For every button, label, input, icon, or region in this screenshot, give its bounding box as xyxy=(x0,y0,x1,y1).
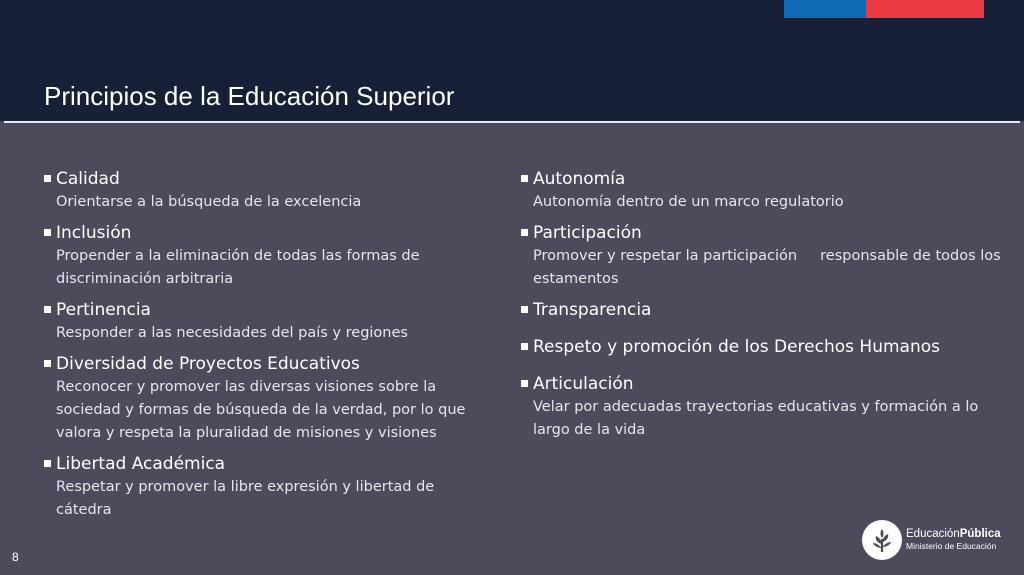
bullet-icon xyxy=(521,380,528,387)
principle-heading: Inclusión xyxy=(56,223,132,243)
principle-item xyxy=(521,299,1001,322)
bullet-icon xyxy=(44,306,51,313)
logo-name: EducaciónPública xyxy=(906,528,1001,540)
principle-description: Velar por adecuadas trayectorias educativas y formación a lo largo de la vida xyxy=(533,399,979,438)
logo-subtitle: Ministerio de Educación xyxy=(906,541,997,551)
bullet-icon xyxy=(44,229,51,236)
educacion-publica-logo xyxy=(862,520,1001,560)
bullet-icon xyxy=(521,229,528,236)
tree-icon xyxy=(862,520,902,560)
principle-description: Respetar y promover la libre expresión y libertad de cátedra xyxy=(56,479,435,518)
principle-heading: Libertad Académica xyxy=(56,454,226,474)
principle-heading: Participación xyxy=(533,223,642,243)
principle-description: Responder a las necesidades del país y regiones xyxy=(56,325,408,341)
flag-stripe-blue xyxy=(784,0,866,18)
bullet-icon xyxy=(44,175,51,182)
principle-item xyxy=(44,353,494,445)
principle-heading: Articulación xyxy=(533,374,634,394)
principle-item xyxy=(521,336,1001,359)
principle-item xyxy=(521,373,1001,442)
principle-heading: Respeto y promoción de los Derechos Humanos xyxy=(533,337,940,357)
page-number: 8 xyxy=(12,550,19,564)
principle-description: Autonomía dentro de un marco regulatorio xyxy=(533,194,844,210)
bullet-icon xyxy=(521,175,528,182)
slide-title: Principios de la Educación Superior xyxy=(44,81,455,111)
principle-description: Reconocer y promover las diversas visiones sobre la sociedad y formas de búsqueda de la verdad, por lo que valora y respeta la pluralidad de misiones y visiones xyxy=(56,379,466,441)
principle-item xyxy=(44,222,494,291)
principle-heading: Diversidad de Proyectos Educativos xyxy=(56,354,360,374)
principle-heading: Pertinencia xyxy=(56,300,151,320)
principle-item xyxy=(521,222,1006,291)
bullet-icon xyxy=(44,360,51,367)
bullet-icon xyxy=(44,460,51,467)
flag-stripe-red xyxy=(866,0,984,18)
principle-item xyxy=(44,453,494,522)
bullet-icon xyxy=(521,306,528,313)
left-column xyxy=(44,168,494,530)
principle-heading: Calidad xyxy=(56,169,120,189)
title-divider xyxy=(4,121,1020,123)
right-column xyxy=(521,168,1006,450)
principle-item xyxy=(521,168,1001,214)
principle-heading: Transparencia xyxy=(533,300,652,320)
bullet-icon xyxy=(521,343,528,350)
principle-heading: Autonomía xyxy=(533,169,626,189)
principle-description: Promover y respetar la participación responsable de todos los estamentos xyxy=(533,248,1006,287)
principle-item xyxy=(44,168,494,214)
principle-description: Propender a la eliminación de todas las formas de discriminación arbitraria xyxy=(56,248,420,287)
principle-description: Orientarse a la búsqueda de la excelencia xyxy=(56,194,362,210)
principle-item xyxy=(44,299,494,345)
